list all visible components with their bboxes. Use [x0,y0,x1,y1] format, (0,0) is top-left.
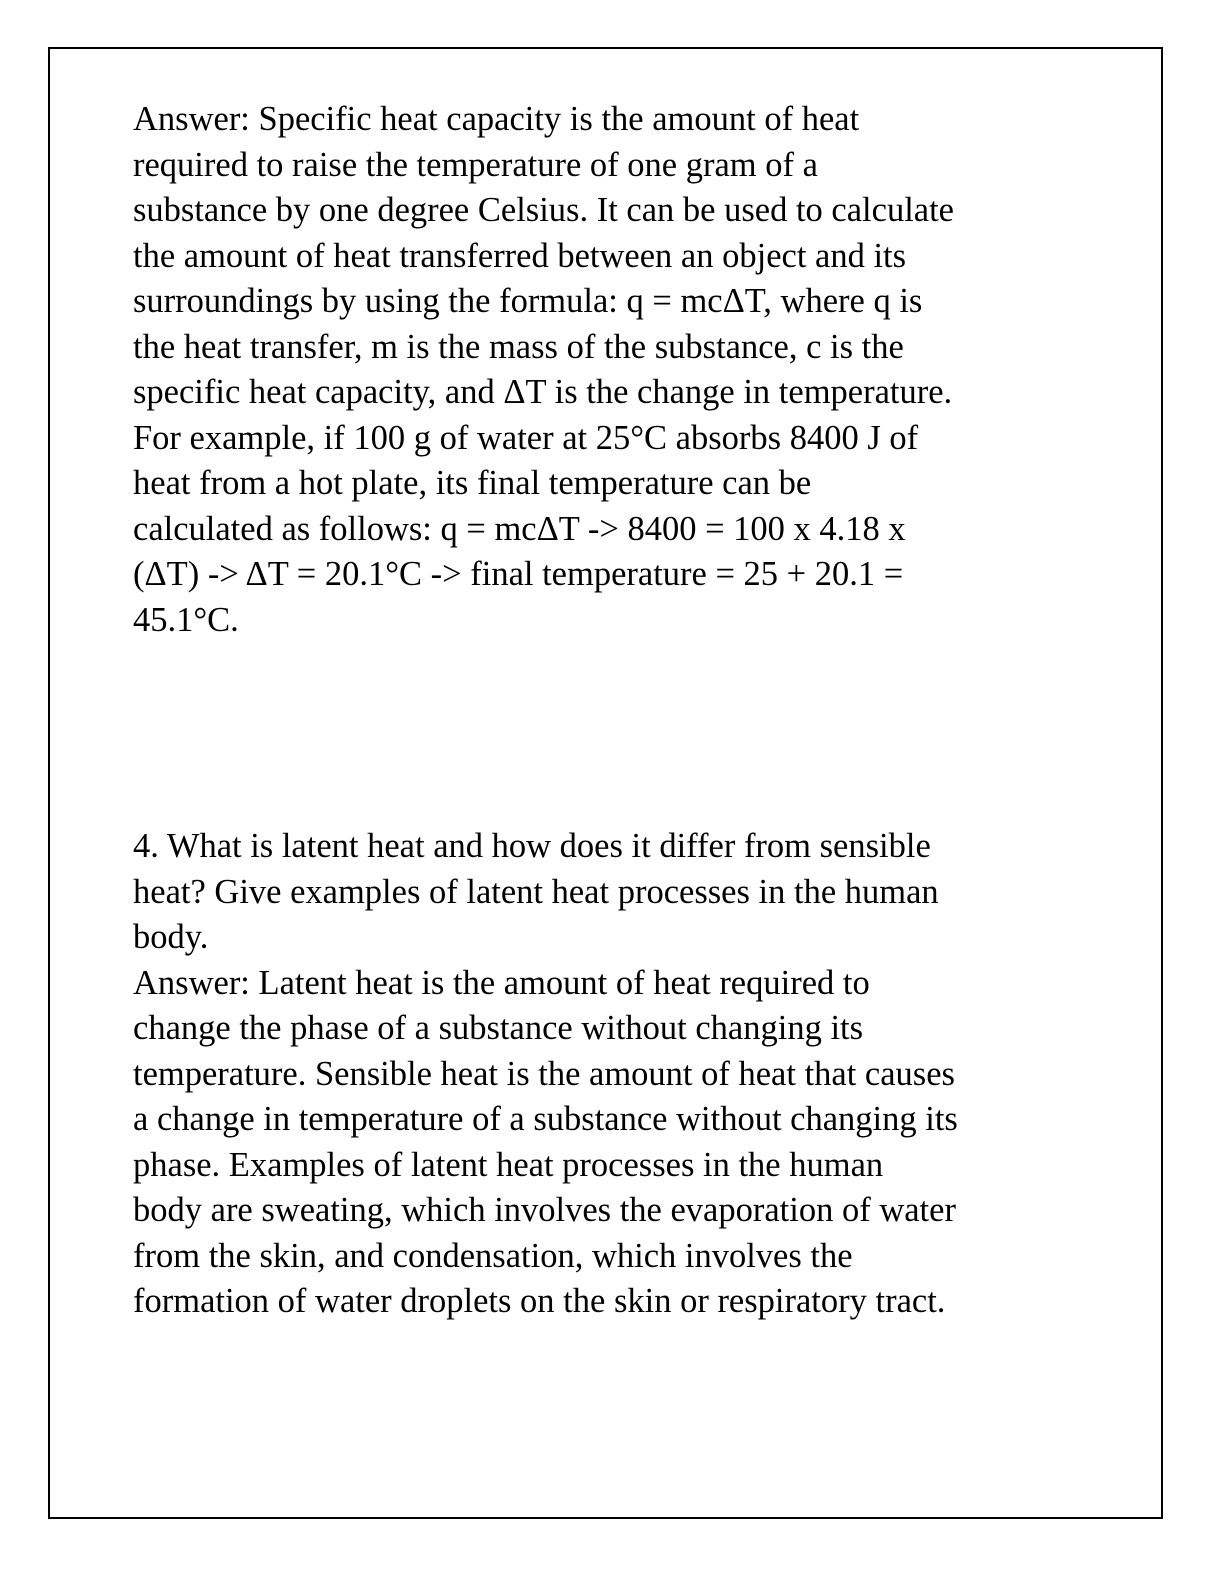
text-line: specific heat capacity, and ΔT is the change in temperature. [133,373,953,411]
text-line: the heat transfer, m is the mass of the substance, c is the [133,327,904,366]
text-line: calculated as follows: q = mcΔT -> 8400 = 100 x 4.18 x [133,509,906,548]
question-4-answer [133,961,1093,1325]
text-line: For example, if 100 g of water at 25°C absorbs 8400 J of [133,418,919,457]
text-line: 45.1°C. [133,600,239,639]
text-line: body. [133,918,209,956]
question-4-text [133,824,1093,961]
text-line: required to raise the temperature of one gram of a [133,145,818,184]
text-line: phase. Examples of latent heat processes in the human [133,1145,884,1184]
text-line: temperature. Sensible heat is the amount of heat that causes [133,1054,955,1093]
text-line: heat? Give examples of latent heat processes in the human [133,872,939,911]
text-line: a change in temperature of a substance without changing its [133,1100,958,1138]
text-line: (ΔT) -> ΔT = 20.1°C -> final temperature = 25 + 20.1 = [133,555,904,593]
text-line: Answer: Specific heat capacity is the amount of heat [133,100,860,138]
text-line: body are sweating, which involves the evaporation of water [133,1191,956,1229]
text-line: Answer: Latent heat is the amount of heat required to [133,963,870,1002]
text-line: the amount of heat transferred between an object and its [133,236,907,275]
text-line: from the skin, and condensation, which involves the [133,1236,853,1275]
text-line: surroundings by using the formula: q = mcΔT, where q is [133,282,923,320]
text-line: formation of water droplets on the skin or respiratory tract. [133,1282,946,1320]
text-line: 4. What is latent heat and how does it differ from sensible [133,827,931,865]
text-line: heat from a hot plate, its final temperature can be [133,464,812,502]
question-4-section [133,824,1093,1325]
answer-paragraph-specific-heat [133,97,1093,643]
text-line: change the phase of a substance without changing its [133,1009,864,1047]
text-line: substance by one degree Celsius. It can be used to calculate [133,191,954,229]
